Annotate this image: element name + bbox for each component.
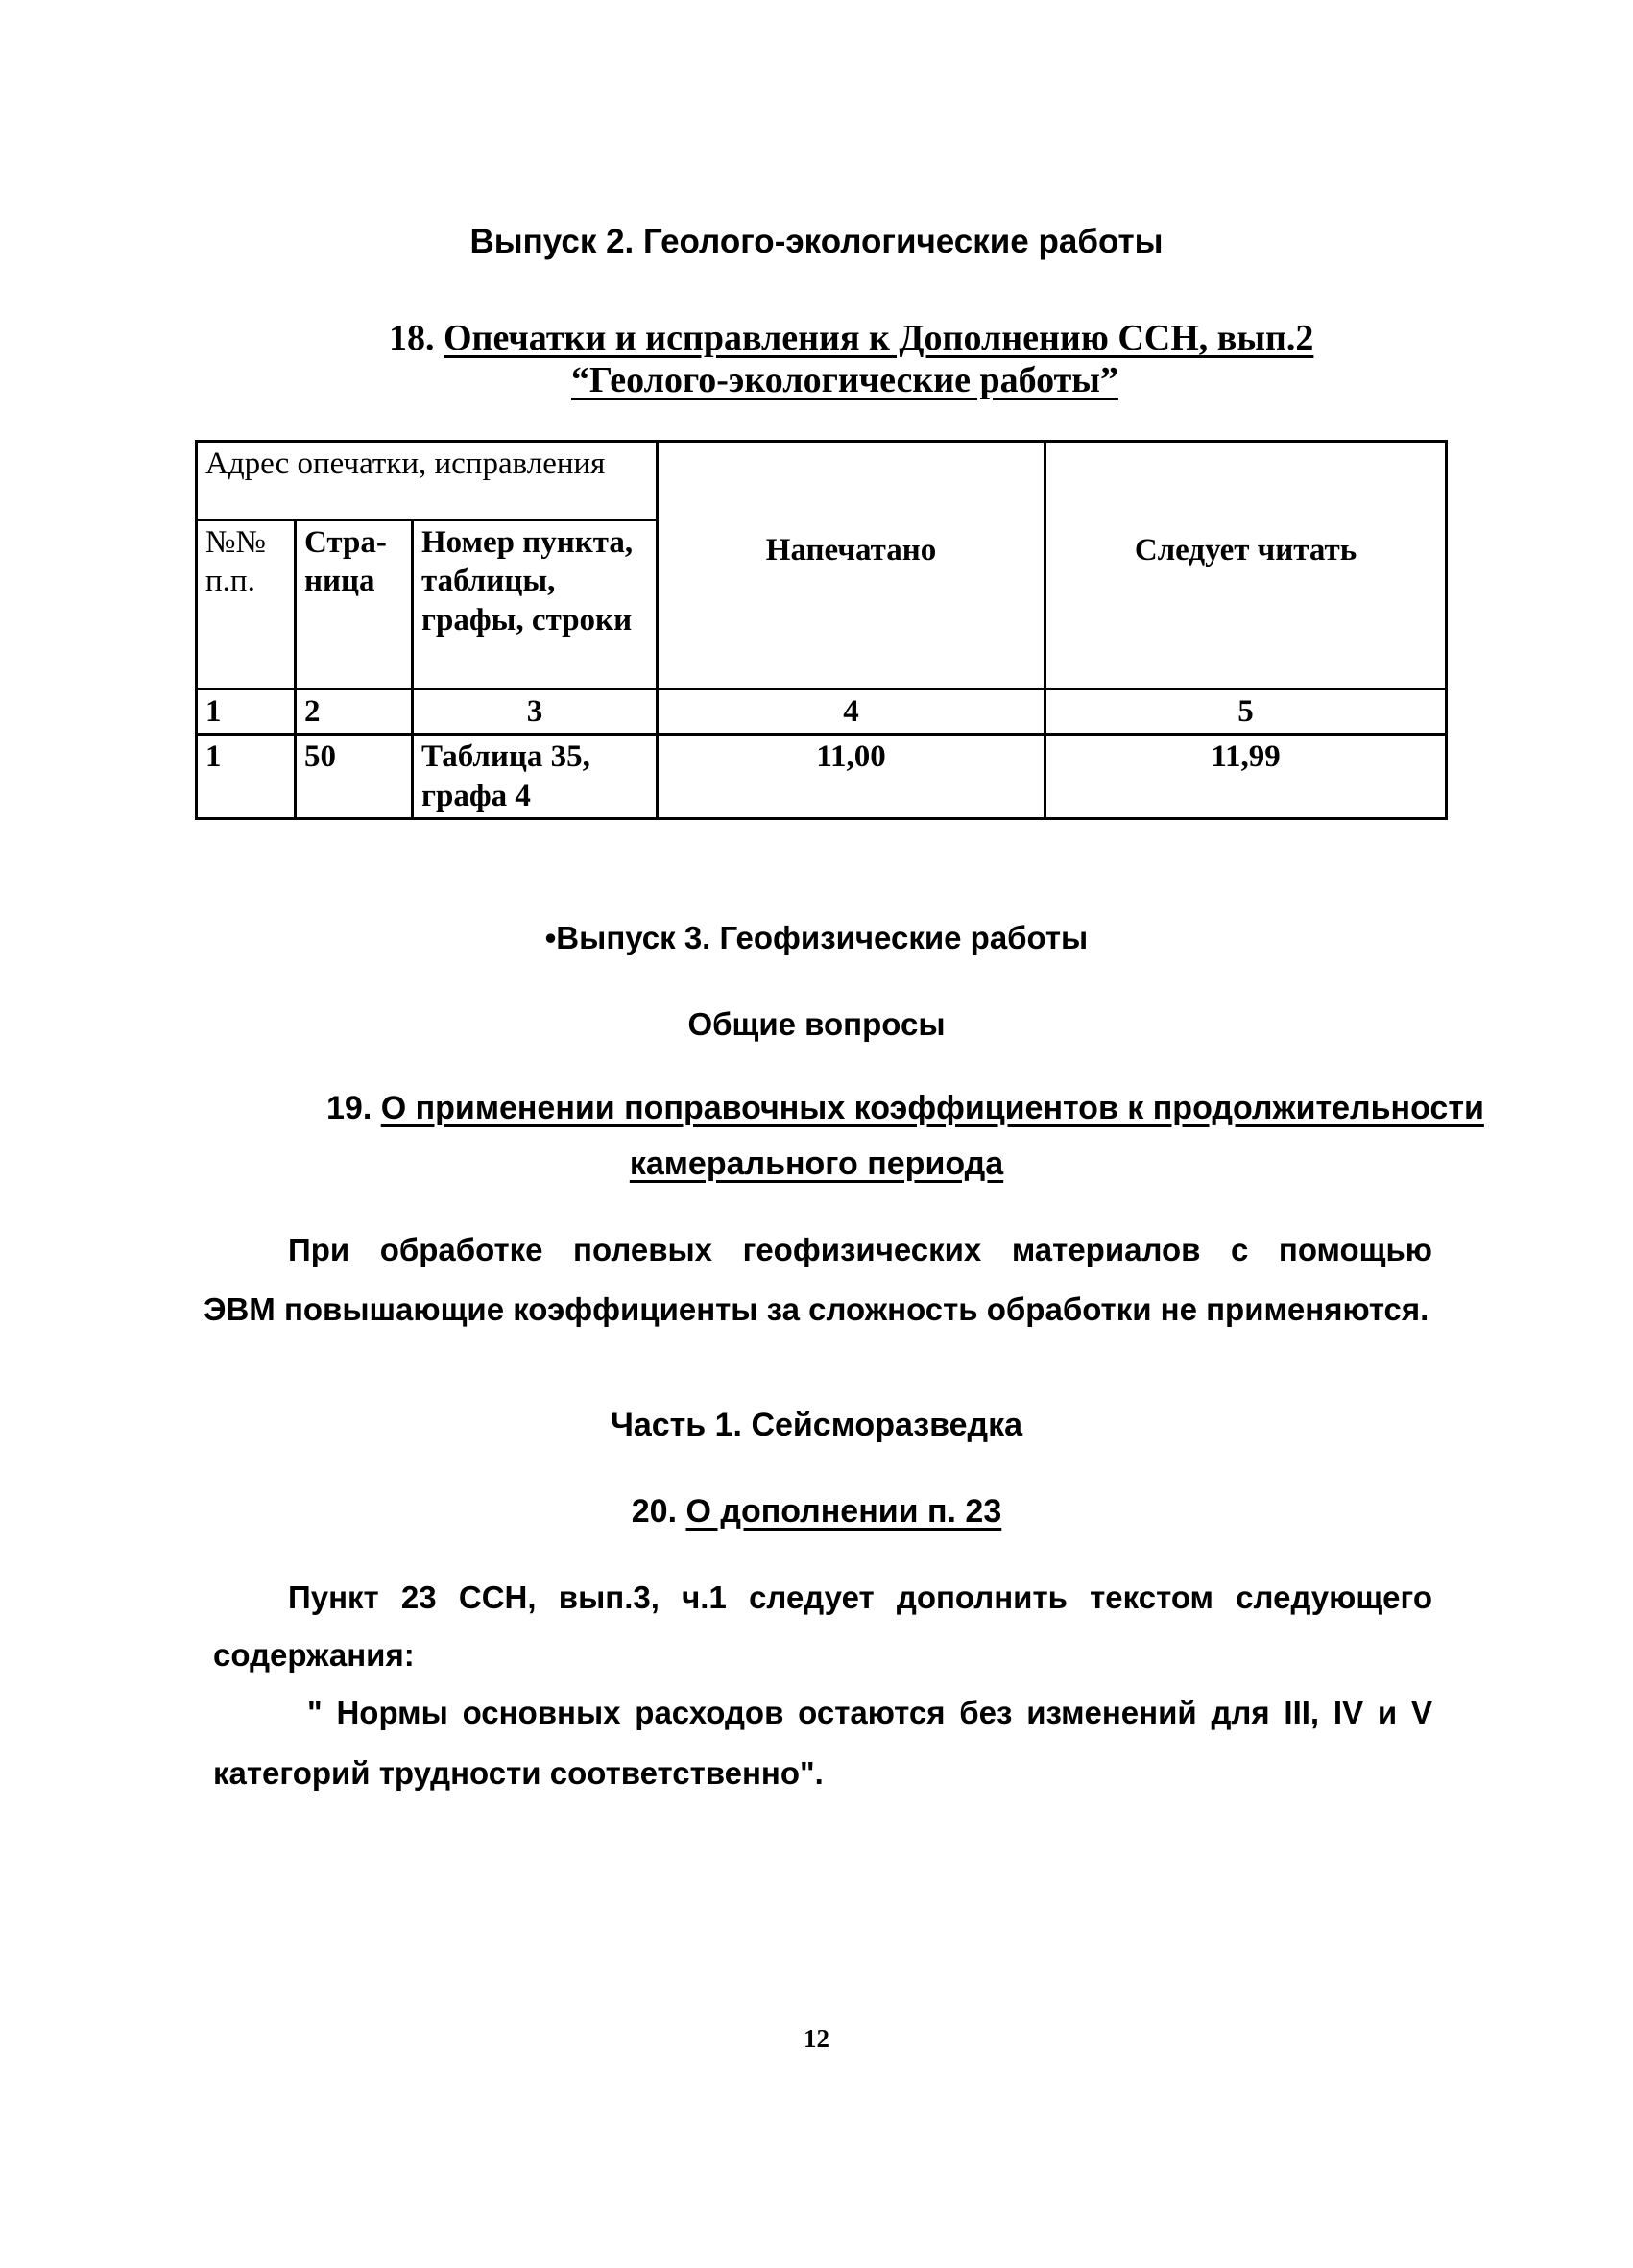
item-20-text-line2: содержания: [213, 1637, 415, 1673]
item-18-title-line1 [389, 317, 1313, 359]
col-number-2: 2 [296, 689, 413, 735]
header-should-read: Следует читать [1045, 442, 1447, 689]
item-20-title-text: О дополнении п. 23 [685, 1493, 1002, 1530]
item-19-title-text: О применении поправочных коэффициентов к продолжительности [380, 1090, 1484, 1126]
cell-location: Таблица 35, графа 4 [413, 735, 658, 819]
cell-page: 50 [296, 735, 413, 819]
address-group-header: Адрес опечатки, исправления [197, 442, 658, 520]
cell-printed: 11,00 [658, 735, 1045, 819]
col-number-1: 1 [197, 689, 296, 735]
item-20-number: 20. [631, 1493, 678, 1530]
item-19-title-line2-text: камерального периода [629, 1146, 1004, 1182]
table-row [197, 735, 1447, 819]
section-2-title: Выпуск 2. Геолого-экологические работы [469, 223, 1164, 260]
col-number-3: 3 [413, 689, 658, 735]
errata-table [195, 440, 1448, 820]
item-19-title-line1 [326, 1090, 1484, 1127]
col-number-4: 4 [658, 689, 1045, 735]
col-number-5: 5 [1045, 689, 1447, 735]
item-19-number: 19. [326, 1090, 372, 1126]
page-number: 12 [804, 2024, 829, 2053]
part-1-title: Часть 1. Сейсморазведка [610, 1407, 1023, 1443]
cell-no: 1 [197, 735, 296, 819]
header-item-no: №№ п.п. [197, 520, 296, 689]
item-18-title-line2: “Геолого-экологические работы” [571, 360, 1118, 400]
item-20-text-line4: категорий трудности соответственно". [213, 1755, 824, 1791]
item-20-title [0, 1493, 1633, 1531]
item-19-text-line2: ЭВМ повышающие коэффициенты за сложность обработки не применяются. [204, 1291, 1429, 1327]
item-18-number: 18. [389, 318, 435, 358]
header-location: Номер пункта, таблицы, графы, строки [413, 520, 658, 689]
header-page: Стра- ница [296, 520, 413, 689]
item-19-title-line2 [0, 1146, 1633, 1183]
section-3-title: •Выпуск 3. Геофизические работы [544, 920, 1089, 955]
header-printed: Напечатано [658, 442, 1045, 689]
item-20-text-line1: Пункт 23 ССН, вып.3, ч.1 следует дополнить текстом следующего [288, 1580, 1432, 1615]
item-20-text-line3: " Нормы основных расходов остаются без изменений для III, IV и V [307, 1695, 1432, 1730]
item-18-title-text: Опечатки и исправления к Дополнению ССН, вып.2 [444, 318, 1314, 358]
item-19-text-line1: При обработке полевых геофизических материалов с помощью [288, 1232, 1432, 1267]
cell-should-read: 11,99 [1045, 735, 1447, 819]
section-3-subtitle: Общие вопросы [687, 1006, 946, 1042]
